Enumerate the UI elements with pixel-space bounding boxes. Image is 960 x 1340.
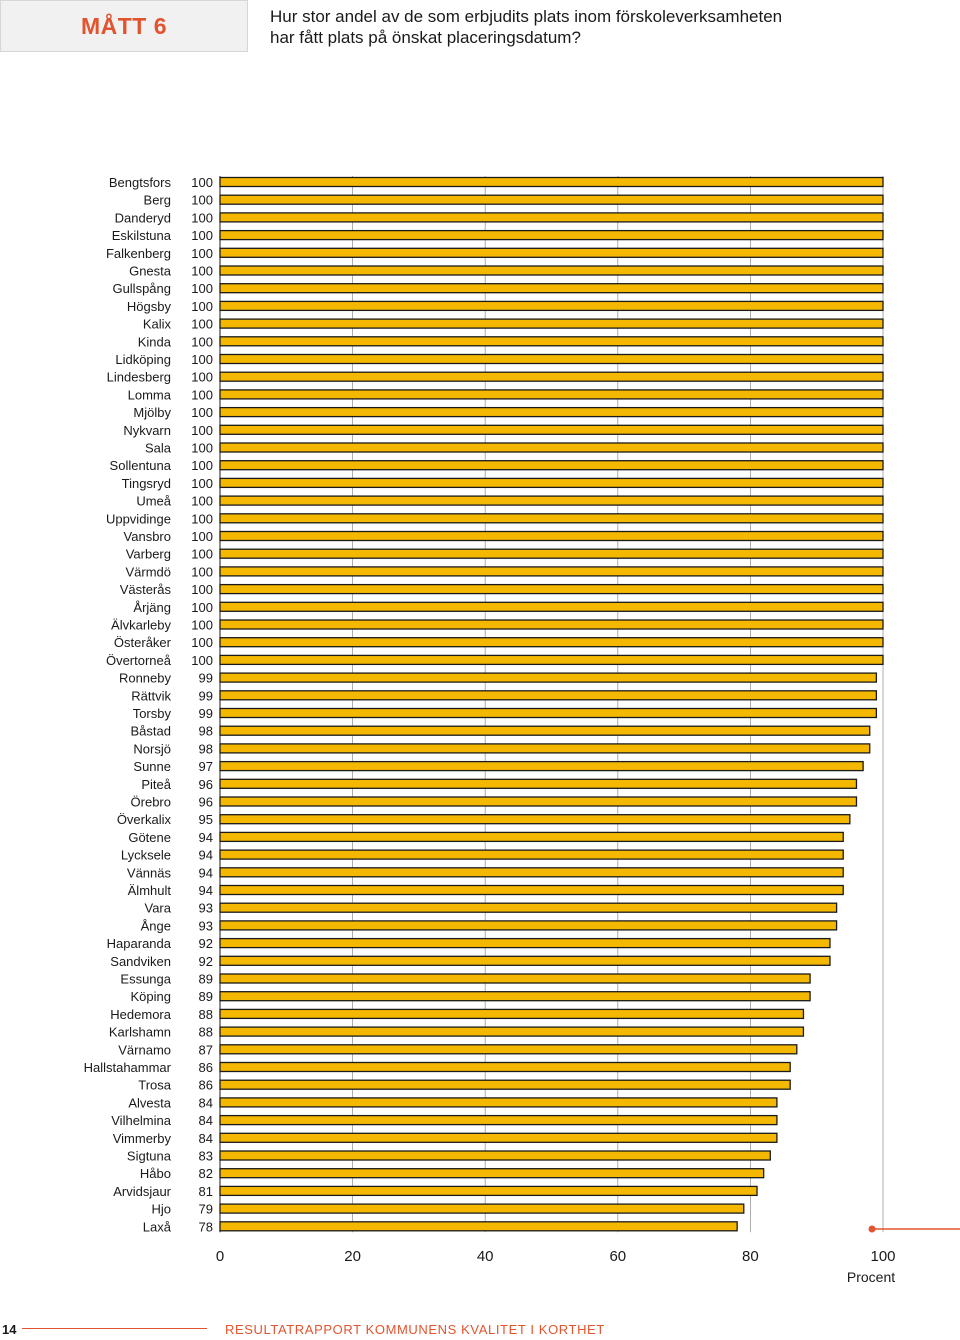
value-label: 84 bbox=[198, 1113, 213, 1129]
category-label: Rättvik bbox=[131, 688, 171, 704]
bar bbox=[220, 461, 883, 470]
category-label: Alvesta bbox=[128, 1095, 171, 1111]
bar bbox=[220, 638, 883, 647]
category-label: Värnamo bbox=[118, 1042, 171, 1058]
bar bbox=[220, 301, 883, 310]
category-label: Ånge bbox=[140, 918, 171, 934]
value-label: 100 bbox=[191, 175, 213, 190]
bar bbox=[220, 514, 883, 523]
value-label: 82 bbox=[198, 1166, 213, 1182]
bar bbox=[220, 1133, 777, 1142]
bar bbox=[220, 567, 883, 576]
bar bbox=[220, 1116, 777, 1125]
category-label: Sunne bbox=[133, 759, 171, 775]
page-number: 14 bbox=[2, 1322, 17, 1337]
value-label: 100 bbox=[191, 316, 213, 332]
category-label: Falkenberg bbox=[105, 245, 171, 261]
bar bbox=[220, 832, 843, 841]
footer-rule bbox=[22, 1328, 207, 1329]
category-label: Överkalix bbox=[116, 812, 171, 828]
category-label: Laxå bbox=[142, 1219, 171, 1235]
bar bbox=[220, 956, 830, 965]
bar bbox=[220, 408, 883, 417]
bar bbox=[220, 1045, 797, 1054]
bar bbox=[220, 992, 810, 1001]
category-label: Uppvidinge bbox=[105, 511, 171, 527]
bar bbox=[220, 850, 843, 859]
value-label: 95 bbox=[198, 812, 213, 828]
category-label: Trosa bbox=[138, 1077, 171, 1093]
value-label: 98 bbox=[198, 741, 213, 757]
category-label: Älvkarleby bbox=[111, 617, 171, 633]
value-label: 99 bbox=[198, 670, 213, 686]
bar bbox=[220, 868, 843, 877]
category-label: Bengtsfors bbox=[108, 175, 171, 190]
value-label: 100 bbox=[191, 263, 213, 279]
bar bbox=[220, 355, 883, 364]
value-label: 92 bbox=[198, 953, 213, 969]
bar bbox=[220, 1063, 790, 1072]
value-label: 100 bbox=[191, 352, 213, 367]
category-label: Gnesta bbox=[129, 263, 171, 279]
category-label: Vännäs bbox=[126, 865, 171, 881]
category-label: Köping bbox=[130, 989, 171, 1005]
value-label: 87 bbox=[198, 1042, 213, 1058]
bar bbox=[220, 673, 876, 682]
value-label: 81 bbox=[198, 1183, 213, 1199]
value-label: 88 bbox=[198, 1006, 213, 1022]
value-label: 93 bbox=[198, 900, 213, 916]
value-label: 100 bbox=[191, 582, 213, 598]
value-label: 100 bbox=[191, 369, 213, 385]
category-label: Kinda bbox=[137, 334, 171, 350]
x-tick-label: 20 bbox=[344, 1248, 361, 1265]
value-label: 78 bbox=[198, 1219, 213, 1235]
question-line-2: har fått plats på önskat placeringsdatum? bbox=[270, 28, 581, 47]
value-label: 100 bbox=[191, 228, 213, 244]
category-label: Årjäng bbox=[133, 599, 171, 615]
category-label: Lycksele bbox=[120, 847, 171, 863]
value-label: 100 bbox=[191, 210, 213, 226]
x-tick-label: 40 bbox=[476, 1248, 494, 1265]
value-label: 86 bbox=[198, 1060, 213, 1075]
x-tick-label: 0 bbox=[215, 1248, 225, 1265]
category-label: Torsby bbox=[132, 706, 171, 721]
value-label: 100 bbox=[191, 387, 213, 403]
value-label: 100 bbox=[191, 458, 213, 474]
bar bbox=[220, 195, 883, 204]
category-label: Essunga bbox=[120, 971, 171, 987]
value-label: 100 bbox=[191, 564, 213, 580]
value-label: 99 bbox=[198, 706, 213, 721]
value-label: 100 bbox=[191, 245, 213, 261]
category-label: Danderyd bbox=[114, 210, 171, 226]
bar bbox=[220, 1009, 803, 1018]
category-label: Berg bbox=[143, 192, 171, 208]
category-label: Lindesberg bbox=[106, 369, 171, 385]
category-label: Västerås bbox=[119, 582, 171, 598]
value-label: 97 bbox=[198, 759, 213, 775]
bar bbox=[220, 939, 830, 948]
category-label: Älmhult bbox=[127, 883, 171, 898]
value-label: 100 bbox=[191, 281, 213, 297]
bar bbox=[220, 709, 876, 718]
marker-dot bbox=[869, 1226, 876, 1233]
bar bbox=[220, 691, 876, 700]
bar bbox=[220, 585, 883, 594]
bar bbox=[220, 337, 883, 346]
value-label: 100 bbox=[191, 334, 213, 350]
category-label: Götene bbox=[128, 829, 171, 845]
value-label: 100 bbox=[191, 529, 213, 544]
value-label: 94 bbox=[198, 829, 213, 845]
value-label: 89 bbox=[198, 989, 213, 1005]
category-label: Eskilstuna bbox=[111, 228, 171, 244]
value-label: 99 bbox=[198, 688, 213, 704]
category-label: Lomma bbox=[127, 387, 171, 403]
value-label: 93 bbox=[198, 918, 213, 934]
value-label: 100 bbox=[191, 440, 213, 456]
value-label: 100 bbox=[191, 192, 213, 208]
value-label: 100 bbox=[191, 546, 213, 562]
value-label: 88 bbox=[198, 1024, 213, 1040]
category-label: Ronneby bbox=[118, 670, 171, 686]
category-label: Gullspång bbox=[112, 281, 171, 297]
value-label: 96 bbox=[198, 794, 213, 810]
category-label: Kalix bbox=[142, 316, 171, 332]
x-tick-label: 100 bbox=[870, 1248, 896, 1265]
value-label: 89 bbox=[198, 971, 213, 987]
value-label: 79 bbox=[198, 1201, 213, 1217]
bar bbox=[220, 620, 883, 629]
value-label: 100 bbox=[191, 599, 213, 615]
value-label: 84 bbox=[198, 1130, 213, 1146]
category-label: Sala bbox=[144, 440, 171, 456]
bar bbox=[220, 231, 883, 240]
category-label: Varberg bbox=[125, 546, 171, 562]
category-label: Mjölby bbox=[133, 405, 171, 421]
bar bbox=[220, 390, 883, 399]
category-label: Hallstahammar bbox=[83, 1060, 171, 1075]
value-label: 98 bbox=[198, 723, 213, 739]
report-title: RESULTATRAPPORT KOMMUNENS KVALITET I KORTHET bbox=[225, 1322, 605, 1337]
category-label: Örebro bbox=[130, 794, 171, 810]
category-label: Lidköping bbox=[115, 352, 171, 367]
bar bbox=[220, 1098, 777, 1107]
category-label: Norsjö bbox=[133, 741, 171, 757]
value-label: 100 bbox=[191, 511, 213, 527]
bar bbox=[220, 779, 856, 788]
category-label: Umeå bbox=[136, 493, 171, 509]
value-label: 96 bbox=[198, 776, 213, 792]
bar bbox=[220, 744, 870, 753]
bar bbox=[220, 549, 883, 558]
bar bbox=[220, 1027, 803, 1036]
value-label: 100 bbox=[191, 405, 213, 421]
value-label: 84 bbox=[198, 1095, 213, 1111]
value-label: 94 bbox=[198, 865, 213, 881]
bar bbox=[220, 1204, 744, 1213]
value-label: 92 bbox=[198, 936, 213, 952]
category-label: Karlshamn bbox=[108, 1024, 171, 1040]
bar bbox=[220, 372, 883, 381]
category-label: Vimmerby bbox=[112, 1130, 171, 1146]
category-label: Tingsryd bbox=[121, 475, 171, 491]
bar bbox=[220, 443, 883, 452]
value-label: 100 bbox=[191, 475, 213, 491]
category-label: Sandviken bbox=[110, 953, 171, 969]
category-label: Håbo bbox=[139, 1166, 171, 1182]
value-label: 83 bbox=[198, 1148, 213, 1164]
bar bbox=[220, 655, 883, 664]
value-label: 100 bbox=[191, 635, 213, 651]
value-label: 94 bbox=[198, 847, 213, 863]
value-label: 100 bbox=[191, 617, 213, 633]
bar bbox=[220, 178, 883, 187]
bar bbox=[220, 762, 863, 771]
category-label: Båstad bbox=[130, 723, 171, 739]
bar bbox=[220, 974, 810, 983]
category-label: Piteå bbox=[141, 776, 171, 792]
category-label: Österåker bbox=[113, 635, 171, 651]
category-label: Nykvarn bbox=[123, 422, 171, 438]
bar bbox=[220, 903, 837, 912]
bar bbox=[220, 1186, 757, 1195]
bar bbox=[220, 266, 883, 275]
value-label: 100 bbox=[191, 422, 213, 438]
category-label: Sigtuna bbox=[126, 1148, 171, 1164]
bar bbox=[220, 496, 883, 505]
x-tick-label: 80 bbox=[742, 1248, 759, 1265]
category-label: Haparanda bbox=[106, 936, 171, 952]
value-label: 86 bbox=[198, 1077, 213, 1093]
value-label: 100 bbox=[191, 493, 213, 509]
bar bbox=[220, 1169, 764, 1178]
bar bbox=[220, 886, 843, 895]
measure-badge-label: MÅTT 6 bbox=[80, 12, 168, 39]
bar bbox=[220, 1222, 737, 1231]
x-tick-label: 60 bbox=[609, 1248, 627, 1265]
category-label: Övertorneå bbox=[105, 652, 171, 668]
category-label: Vilhelmina bbox=[111, 1113, 171, 1129]
value-label: 100 bbox=[191, 298, 213, 314]
category-label: Värmdö bbox=[125, 564, 171, 580]
bar bbox=[220, 1080, 790, 1089]
bar bbox=[220, 921, 837, 930]
bar bbox=[220, 284, 883, 293]
bar bbox=[220, 532, 883, 541]
bar bbox=[220, 248, 883, 257]
category-label: Vara bbox=[144, 900, 171, 916]
bar bbox=[220, 425, 883, 434]
bar bbox=[220, 797, 856, 806]
bar bbox=[220, 815, 850, 824]
category-label: Vansbro bbox=[123, 529, 171, 544]
question-line-1: Hur stor andel av de som erbjudits plats inom förskoleverksamheten bbox=[270, 7, 783, 26]
value-label: 94 bbox=[198, 883, 213, 898]
category-label: Högsby bbox=[126, 298, 171, 314]
x-axis-label: Procent bbox=[846, 1269, 896, 1285]
bar bbox=[220, 1151, 770, 1160]
category-label: Hjo bbox=[151, 1201, 171, 1217]
category-label: Hedemora bbox=[110, 1006, 171, 1022]
category-label: Sollentuna bbox=[109, 458, 171, 474]
value-label: 100 bbox=[191, 652, 213, 668]
bar bbox=[220, 478, 883, 487]
category-label: Arvidsjaur bbox=[113, 1183, 171, 1199]
bar bbox=[220, 726, 870, 735]
bar bbox=[220, 213, 883, 222]
bar bbox=[220, 319, 883, 328]
bar bbox=[220, 602, 883, 611]
